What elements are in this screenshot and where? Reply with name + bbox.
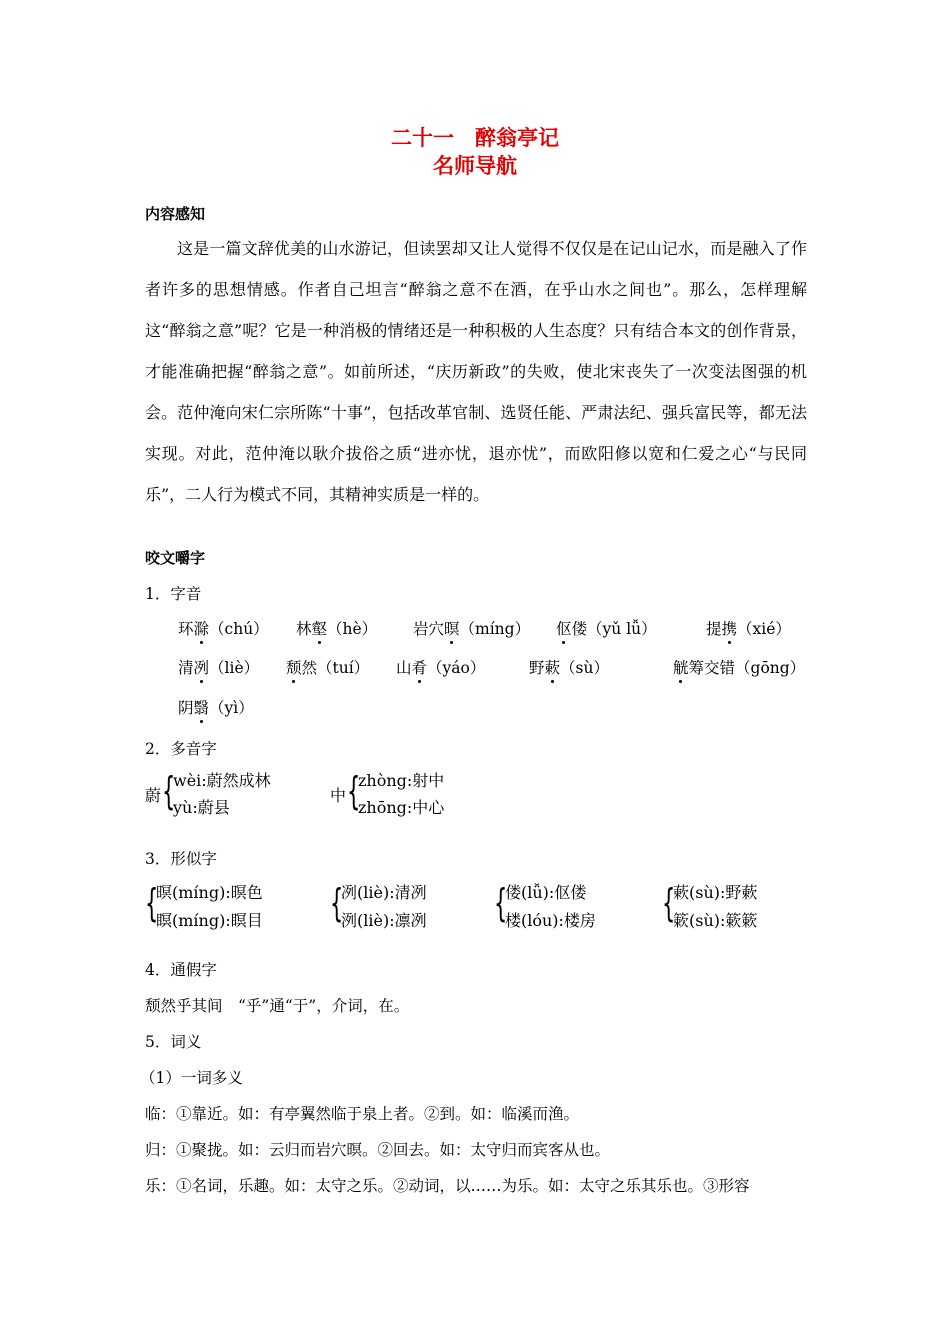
brace-icon: { — [494, 881, 508, 925]
meaning-line: 归：①聚拢。如：云归而岩穴暝。②回去。如：太守归而宾客从也。 — [145, 1141, 611, 1159]
meaning-label: 5．词义 — [145, 1033, 202, 1051]
polyphone-reading: zhōng:中心 — [358, 798, 445, 817]
document-subtitle: 名师导航 — [433, 154, 517, 178]
pronunciation-item: 阴翳（yì） — [178, 699, 254, 717]
similar-char-line: 瞑(míng):瞑目 — [156, 911, 263, 930]
section-heading-content: 内容感知 — [145, 205, 206, 223]
tongjia-label: 4．通假字 — [145, 961, 217, 979]
pronunciation-item: 提携（xié） — [706, 620, 791, 638]
pronunciation-item: 岩穴暝（míng） — [413, 620, 531, 638]
pronunciation-item: 伛偻（yǔ lǚ） — [556, 620, 657, 638]
similar-char-line: 暝(míng):暝色 — [156, 883, 263, 902]
pronunciation-item: 山肴（yáo） — [396, 659, 486, 677]
similar-char-line: 蔌(sù):野蔌 — [673, 883, 758, 902]
brace-icon: { — [347, 769, 361, 813]
polyphone-reading: yù:蔚县 — [173, 798, 230, 817]
similar-char-line: 冽(liè):清冽 — [341, 883, 427, 902]
polyphone-reading: wèi:蔚然成林 — [173, 771, 271, 790]
pronunciation-item: 林壑（hè） — [296, 620, 378, 638]
pronunciation-item: 颓然（tuí） — [286, 659, 370, 677]
document-title: 二十一 醉翁亭记 — [391, 126, 559, 150]
brace-icon: { — [662, 881, 676, 925]
meaning-line: 临：①靠近。如：有亭翼然临于泉上者。②到。如：临溪而渔。 — [145, 1105, 580, 1123]
content-paragraph: 这是一篇文辞优美的山水游记，但读罢却又让人觉得不仅仅是在记山记水，而是融入了作者许多的思想情感。作者自己坦言“醉翁之意不在酒，在乎山水之间也”。那么，怎样理解这“醉翁之意”呢？它是一种消极的情绪还是一种积极的人生态度？只有结合本文的创作背景，才能准确把握“醉翁之意”。如前所述，“庆历新政”的失败，使北宋丧失了一次变法图强的机会。范仲淹向宋仁宗所陈“十事”，包括改革官制、选贤任能、严肃法纪、强兵富民等，都无法实现。对此，范仲淹以耿介拔俗之质“进亦忧，退亦忧”，而欧阳修以宽和仁爱之心“与民同乐”，二人行为模式不同，其精神实质是一样的。 — [145, 239, 807, 504]
polyphone-char: 中 — [330, 786, 347, 805]
meaning-sublabel: （1）一词多义 — [140, 1069, 243, 1087]
similar-label: 3．形似字 — [145, 850, 217, 868]
polyphone-char: 蔚 — [145, 786, 162, 805]
section-heading-words: 咬文嚼字 — [145, 549, 206, 567]
tongjia-text: 颓然乎其间 “乎”通“于”，介词，在。 — [145, 997, 410, 1015]
meaning-line: 乐：①名词，乐趣。如：太守之乐。②动词，以……为乐。如：太守之乐其乐也。③形容 — [145, 1177, 750, 1195]
similar-char-line: 楼(lóu):楼房 — [505, 911, 596, 930]
pronunciation-item: 野蔌（sù） — [529, 659, 609, 677]
polyphone-label: 2．多音字 — [145, 740, 217, 758]
brace-icon: { — [162, 769, 176, 813]
pronunciation-item: 清冽（liè） — [178, 659, 260, 677]
similar-char-line: 簌(sù):簌簌 — [673, 911, 758, 930]
brace-icon: { — [145, 881, 159, 925]
similar-char-line: 偻(lǚ):伛偻 — [505, 883, 587, 902]
pronunciation-item: 环滁（chú） — [178, 620, 269, 638]
brace-icon: { — [330, 881, 344, 925]
similar-char-line: 洌(liè):凛冽 — [341, 911, 427, 930]
pronunciation-label: 1．字音 — [145, 585, 202, 603]
polyphone-reading: zhòng:射中 — [358, 771, 445, 790]
pronunciation-item: 觥筹交错（gōng） — [673, 659, 806, 677]
